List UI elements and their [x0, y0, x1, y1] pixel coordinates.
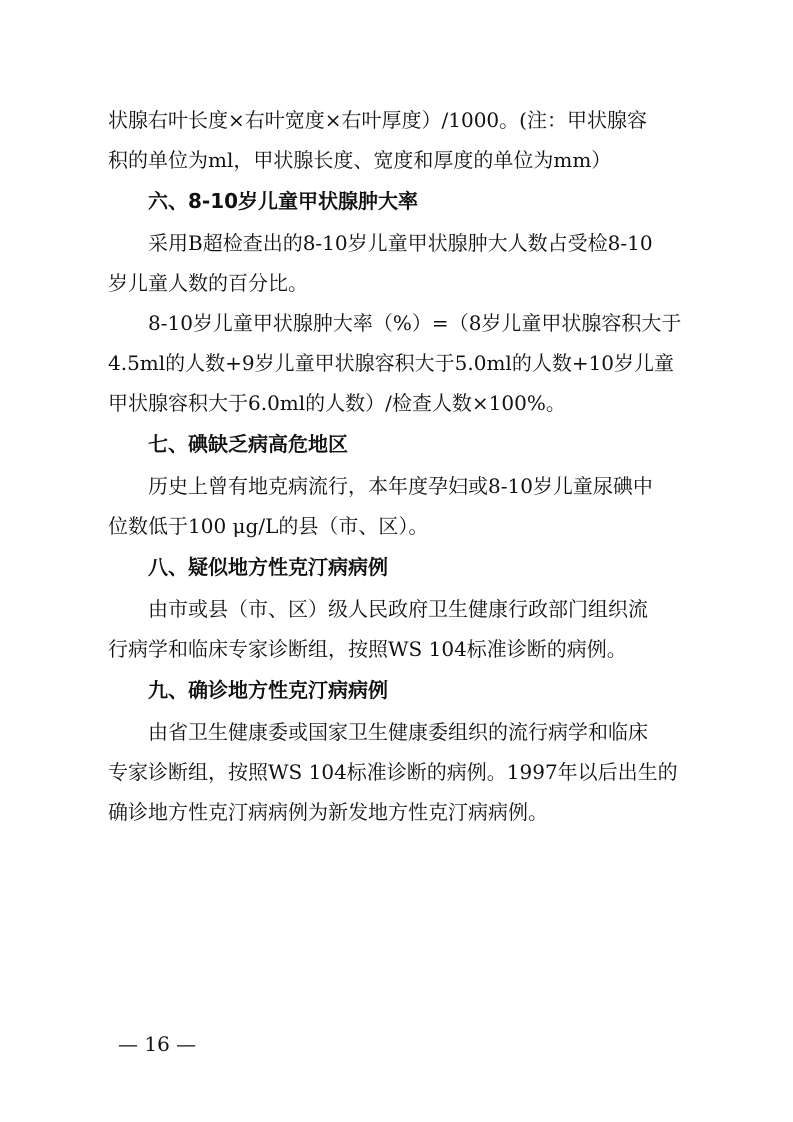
- body-text-line: 采用B超检查出的8-10岁儿童甲状腺肿大人数占受检8-10: [148, 231, 653, 255]
- formula-text-line: 甲状腺容积大于6.0ml的人数）/检查人数×100%。: [108, 391, 566, 415]
- body-text-line: 由市或县（市、区）级人民政府卫生健康行政部门组织流: [148, 597, 648, 621]
- body-text-line: 状腺右叶长度×右叶宽度×右叶厚度）/1000。(注：甲状腺容: [108, 108, 647, 132]
- body-text-line: 由省卫生健康委或国家卫生健康委组织的流行病学和临床: [148, 720, 648, 744]
- body-text-line: 专家诊断组，按照WS 104标准诊断的病例。1997年以后出生的: [108, 760, 678, 784]
- body-text-line: 积的单位为ml，甲状腺长度、宽度和厚度的单位为mm）: [108, 148, 612, 172]
- body-text-line: 确诊地方性克汀病病例为新发地方性克汀病病例。: [108, 800, 548, 824]
- body-text-line: 岁儿童人数的百分比。: [108, 271, 308, 295]
- formula-text-line: 8-10岁儿童甲状腺肿大率（%）=（8岁儿童甲状腺容积大于: [148, 311, 682, 335]
- page-number: — 16 —: [118, 1032, 197, 1056]
- body-text-line: 历史上曾有地克病流行，本年度孕妇或8-10岁儿童尿碘中: [148, 474, 653, 498]
- body-text-line: 行病学和临床专家诊断组，按照WS 104标准诊断的病例。: [108, 637, 627, 661]
- section-heading-9: 九、确诊地方性克汀病病例: [148, 678, 388, 702]
- section-heading-7: 七、碘缺乏病高危地区: [148, 432, 348, 456]
- formula-text-line: 4.5ml的人数+9岁儿童甲状腺容积大于5.0ml的人数+10岁儿童: [108, 351, 675, 375]
- section-heading-8: 八、疑似地方性克汀病病例: [148, 555, 388, 579]
- body-text-line: 位数低于100 μg/L的县（市、区）。: [108, 514, 429, 538]
- section-heading-6: 六、8-10岁儿童甲状腺肿大率: [148, 189, 419, 213]
